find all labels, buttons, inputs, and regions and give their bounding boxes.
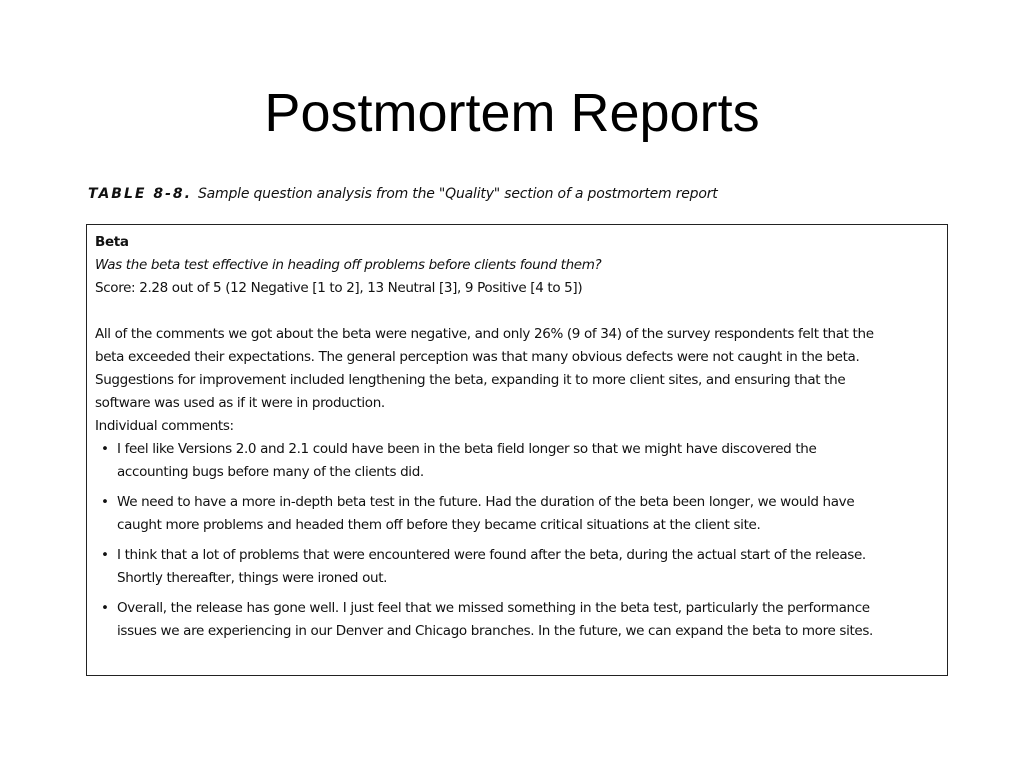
comment-line: issues we are experiencing in our Denver and Chicago branches. In the future, we can expand the beta to more sites. — [117, 623, 874, 639]
section-heading: Beta — [95, 234, 129, 250]
comments-list — [95, 438, 939, 643]
table-caption-label: TABLE 8-8. — [88, 186, 192, 202]
summary-line: All of the comments we got about the beta were negative, and only 26% (9 of 34) of the survey respondents felt that the — [95, 326, 874, 342]
comment-line: Overall, the release has gone well. I just feel that we missed something in the beta test, particularly the performance — [117, 600, 870, 616]
comment-line: I think that a lot of problems that were encountered were found after the beta, during the actual start of the release. — [117, 547, 866, 563]
bullet-icon: • — [101, 494, 109, 510]
slide-title: Postmortem Reports — [264, 83, 760, 143]
summary-line: beta exceeded their expectations. The general perception was that many obvious defects were not caught in the beta. — [95, 349, 860, 365]
comment-item — [95, 491, 939, 537]
summary-paragraph — [95, 323, 939, 415]
comment-item — [95, 597, 939, 643]
survey-question: Was the beta test effective in heading off problems before clients found them? — [95, 257, 602, 273]
table-caption — [88, 186, 718, 202]
comment-line: Shortly thereafter, things were ironed out. — [117, 570, 388, 586]
comment-item — [95, 544, 939, 590]
comment-line: We need to have a more in-depth beta test in the future. Had the duration of the beta been longer, we would have — [117, 494, 855, 510]
bullet-icon: • — [101, 600, 109, 616]
spacer — [95, 300, 939, 323]
comment-line: I feel like Versions 2.0 and 2.1 could have been in the beta field longer so that we might have discovered the — [117, 441, 817, 457]
comment-line: accounting bugs before many of the clients did. — [117, 464, 424, 480]
bullet-icon: • — [101, 547, 109, 563]
analysis-table — [86, 224, 948, 676]
table-caption-text: Sample question analysis from the "Quality" section of a postmortem report — [197, 186, 718, 202]
summary-line: software was used as if it were in production. — [95, 395, 385, 411]
comments-heading: Individual comments: — [95, 418, 234, 434]
bullet-icon: • — [101, 441, 109, 457]
score-line: Score: 2.28 out of 5 (12 Negative [1 to 2], 13 Neutral [3], 9 Positive [4 to 5]) — [95, 280, 583, 296]
comment-line: caught more problems and headed them off before they became critical situations at the client site. — [117, 517, 761, 533]
comment-item — [95, 438, 939, 484]
summary-line: Suggestions for improvement included lengthening the beta, expanding it to more client sites, and ensuring that the — [95, 372, 846, 388]
